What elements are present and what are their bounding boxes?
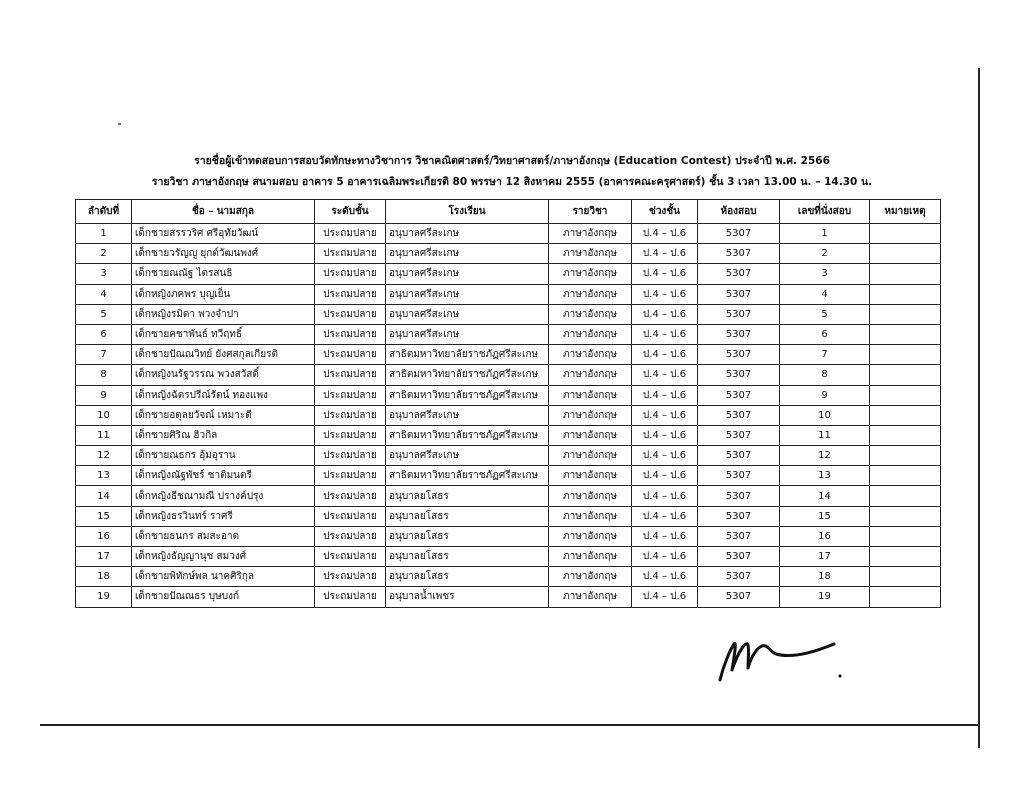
cell-subject: ภาษาอังกฤษ — [549, 365, 632, 385]
cell-name: เด็กหญิงธีชณามณี ปรางค์ปรุง — [132, 486, 315, 506]
cell-subject: ภาษาอังกฤษ — [549, 526, 632, 546]
cell-remarks — [870, 385, 941, 405]
cell-seat-number: 11 — [780, 425, 870, 445]
table-row — [76, 466, 941, 486]
cell-name: เด็กชายปัณณวิทย์ ยังศสกุลเกียรติ — [132, 345, 315, 365]
cell-level: ประถมปลาย — [315, 547, 386, 567]
cell-remarks — [870, 486, 941, 506]
cell-exam-room: 5307 — [698, 547, 780, 567]
cell-seat-number: 17 — [780, 547, 870, 567]
cell-seat-number: 4 — [780, 284, 870, 304]
cell-order: 13 — [76, 466, 132, 486]
cell-level: ประถมปลาย — [315, 345, 386, 365]
cell-exam-room: 5307 — [698, 385, 780, 405]
cell-seat-number: 8 — [780, 365, 870, 385]
cell-exam-room: 5307 — [698, 486, 780, 506]
table-row — [76, 345, 941, 365]
header-subject: รายวิชา — [549, 200, 632, 224]
cell-level: ประถมปลาย — [315, 587, 386, 607]
cell-order: 3 — [76, 264, 132, 284]
table-row — [76, 526, 941, 546]
cell-level: ประถมปลาย — [315, 304, 386, 324]
cell-level: ประถมปลาย — [315, 486, 386, 506]
header-name: ชื่อ – นามสกุล — [132, 200, 315, 224]
cell-level: ประถมปลาย — [315, 365, 386, 385]
cell-school: อนุบาลศรีสะเกษ — [386, 405, 549, 425]
cell-grade-range: ป.4 – ป.6 — [632, 425, 698, 445]
cell-order: 11 — [76, 425, 132, 445]
cell-subject: ภาษาอังกฤษ — [549, 224, 632, 244]
cell-exam-room: 5307 — [698, 567, 780, 587]
cell-level: ประถมปลาย — [315, 244, 386, 264]
cell-grade-range: ป.4 – ป.6 — [632, 324, 698, 344]
cell-exam-room: 5307 — [698, 425, 780, 445]
cell-subject: ภาษาอังกฤษ — [549, 405, 632, 425]
cell-name: เด็กชายณธกร อุ้มอุราน — [132, 446, 315, 466]
cell-grade-range: ป.4 – ป.6 — [632, 385, 698, 405]
cell-subject: ภาษาอังกฤษ — [549, 345, 632, 365]
cell-order: 10 — [76, 405, 132, 425]
cell-remarks — [870, 547, 941, 567]
table-row — [76, 365, 941, 385]
cell-school: อนุบาลศรีสะเกษ — [386, 224, 549, 244]
cell-grade-range: ป.4 – ป.6 — [632, 587, 698, 607]
cell-remarks — [870, 506, 941, 526]
cell-seat-number: 3 — [780, 264, 870, 284]
cell-order: 15 — [76, 506, 132, 526]
cell-grade-range: ป.4 – ป.6 — [632, 405, 698, 425]
cell-seat-number: 18 — [780, 567, 870, 587]
cell-seat-number: 7 — [780, 345, 870, 365]
cell-grade-range: ป.4 – ป.6 — [632, 567, 698, 587]
cell-name: เด็กชายธนกร สมสะอาด — [132, 526, 315, 546]
roster-body — [76, 224, 941, 608]
cell-order: 4 — [76, 284, 132, 304]
cell-remarks — [870, 405, 941, 425]
cell-exam-room: 5307 — [698, 466, 780, 486]
cell-seat-number: 12 — [780, 446, 870, 466]
table-row — [76, 446, 941, 466]
cell-school: สาธิตมหาวิทยาลัยราชภัฏศรีสะเกษ — [386, 345, 549, 365]
cell-name: เด็กหญิงธรวินทร์ ราศรี — [132, 506, 315, 526]
table-row — [76, 405, 941, 425]
cell-exam-room: 5307 — [698, 345, 780, 365]
table-row — [76, 547, 941, 567]
cell-exam-room: 5307 — [698, 587, 780, 607]
cell-school: สาธิตมหาวิทยาลัยราชภัฏศรีสะเกษ — [386, 365, 549, 385]
cell-level: ประถมปลาย — [315, 385, 386, 405]
signature — [710, 628, 850, 688]
cell-exam-room: 5307 — [698, 365, 780, 385]
cell-order: 2 — [76, 244, 132, 264]
cell-school: อนุบาลศรีสะเกษ — [386, 446, 549, 466]
cell-grade-range: ป.4 – ป.6 — [632, 486, 698, 506]
cell-school: อนุบาลศรีสะเกษ — [386, 244, 549, 264]
document-subtitle: รายวิชา ภาษาอังกฤษ สนามสอบ อาคาร 5 อาคารเฉลิมพระเกียรติ 80 พรรษา 12 สิงหาคม 2555 (อาคารคณะครุศาสตร์) ชั้น 3 เวลา 13.00 น. – 14.30 น. — [151, 176, 873, 188]
cell-exam-room: 5307 — [698, 526, 780, 546]
cell-order: 7 — [76, 345, 132, 365]
cell-remarks — [870, 526, 941, 546]
cell-name: เด็กชายณณัฐ ไตรสนธิ — [132, 264, 315, 284]
table-row — [76, 264, 941, 284]
cell-grade-range: ป.4 – ป.6 — [632, 506, 698, 526]
cell-subject: ภาษาอังกฤษ — [549, 446, 632, 466]
table-row — [76, 486, 941, 506]
scan-speck — [118, 123, 121, 125]
cell-subject: ภาษาอังกฤษ — [549, 567, 632, 587]
cell-seat-number: 13 — [780, 466, 870, 486]
cell-exam-room: 5307 — [698, 405, 780, 425]
page-border-right — [978, 68, 980, 748]
header-grade-range: ช่วงชั้น — [632, 200, 698, 224]
table-row — [76, 324, 941, 344]
cell-name: เด็กหญิงนรัฐวรรณ พวงสวัสดิ์ — [132, 365, 315, 385]
table-row — [76, 506, 941, 526]
header-remarks: หมายเหตุ — [870, 200, 941, 224]
cell-name: เด็กชายศิริณ ฮิวกิล — [132, 425, 315, 445]
cell-school: อนุบาลยโสธร — [386, 567, 549, 587]
cell-level: ประถมปลาย — [315, 506, 386, 526]
cell-subject: ภาษาอังกฤษ — [549, 324, 632, 344]
cell-subject: ภาษาอังกฤษ — [549, 466, 632, 486]
cell-grade-range: ป.4 – ป.6 — [632, 446, 698, 466]
cell-subject: ภาษาอังกฤษ — [549, 587, 632, 607]
cell-school: อนุบาลศรีสะเกษ — [386, 284, 549, 304]
cell-order: 16 — [76, 526, 132, 546]
cell-subject: ภาษาอังกฤษ — [549, 385, 632, 405]
table-row — [76, 587, 941, 607]
cell-order: 1 — [76, 224, 132, 244]
cell-name: เด็กชายพิทักษ์พล นาคศิริกุล — [132, 567, 315, 587]
roster-table — [75, 199, 941, 608]
cell-subject: ภาษาอังกฤษ — [549, 547, 632, 567]
header-exam-room: ห้องสอบ — [698, 200, 780, 224]
cell-level: ประถมปลาย — [315, 425, 386, 445]
cell-subject: ภาษาอังกฤษ — [549, 284, 632, 304]
cell-subject: ภาษาอังกฤษ — [549, 506, 632, 526]
cell-name: เด็กชายสรรวริศ ศรีอุทัยวัฒน์ — [132, 224, 315, 244]
cell-name: เด็กหญิงภคพร บุญเย็น — [132, 284, 315, 304]
cell-level: ประถมปลาย — [315, 567, 386, 587]
cell-school: อนุบาลยโสธร — [386, 506, 549, 526]
cell-level: ประถมปลาย — [315, 405, 386, 425]
cell-subject: ภาษาอังกฤษ — [549, 304, 632, 324]
cell-order: 9 — [76, 385, 132, 405]
cell-school: อนุบาลยโสธร — [386, 547, 549, 567]
cell-seat-number: 16 — [780, 526, 870, 546]
cell-school: สาธิตมหาวิทยาลัยราชภัฏศรีสะเกษ — [386, 425, 549, 445]
cell-name: เด็กหญิงณัฐพัชร์ ชาติมนตรี — [132, 466, 315, 486]
cell-school: อนุบาลศรีสะเกษ — [386, 324, 549, 344]
cell-level: ประถมปลาย — [315, 284, 386, 304]
cell-grade-range: ป.4 – ป.6 — [632, 224, 698, 244]
cell-exam-room: 5307 — [698, 264, 780, 284]
table-row — [76, 567, 941, 587]
page-border-bottom — [40, 724, 980, 726]
table-row — [76, 284, 941, 304]
table-row — [76, 244, 941, 264]
header-level: ระดับชั้น — [315, 200, 386, 224]
cell-grade-range: ป.4 – ป.6 — [632, 466, 698, 486]
cell-remarks — [870, 304, 941, 324]
table-row — [76, 224, 941, 244]
cell-level: ประถมปลาย — [315, 526, 386, 546]
table-row — [76, 385, 941, 405]
cell-seat-number: 9 — [780, 385, 870, 405]
cell-exam-room: 5307 — [698, 224, 780, 244]
cell-grade-range: ป.4 – ป.6 — [632, 547, 698, 567]
cell-grade-range: ป.4 – ป.6 — [632, 526, 698, 546]
cell-level: ประถมปลาย — [315, 466, 386, 486]
table-row — [76, 425, 941, 445]
cell-seat-number: 10 — [780, 405, 870, 425]
header-order: ลำดับที่ — [76, 200, 132, 224]
header-seat-number: เลขที่นั่งสอบ — [780, 200, 870, 224]
cell-remarks — [870, 365, 941, 385]
header-school: โรงเรียน — [386, 200, 549, 224]
cell-level: ประถมปลาย — [315, 264, 386, 284]
cell-order: 8 — [76, 365, 132, 385]
cell-remarks — [870, 224, 941, 244]
cell-seat-number: 19 — [780, 587, 870, 607]
cell-seat-number: 1 — [780, 224, 870, 244]
cell-level: ประถมปลาย — [315, 446, 386, 466]
cell-remarks — [870, 345, 941, 365]
table-header-row — [76, 200, 941, 224]
cell-order: 19 — [76, 587, 132, 607]
cell-seat-number: 2 — [780, 244, 870, 264]
cell-school: สาธิตมหาวิทยาลัยราชภัฏศรีสะเกษ — [386, 385, 549, 405]
cell-name: เด็กชายคชาพันธ์ ทวีฤทธิ์ — [132, 324, 315, 344]
cell-grade-range: ป.4 – ป.6 — [632, 345, 698, 365]
cell-remarks — [870, 425, 941, 445]
cell-exam-room: 5307 — [698, 446, 780, 466]
cell-order: 17 — [76, 547, 132, 567]
cell-seat-number: 6 — [780, 324, 870, 344]
cell-remarks — [870, 284, 941, 304]
table-row — [76, 304, 941, 324]
cell-exam-room: 5307 — [698, 244, 780, 264]
cell-grade-range: ป.4 – ป.6 — [632, 264, 698, 284]
cell-subject: ภาษาอังกฤษ — [549, 425, 632, 445]
cell-subject: ภาษาอังกฤษ — [549, 264, 632, 284]
cell-remarks — [870, 567, 941, 587]
cell-seat-number: 14 — [780, 486, 870, 506]
cell-order: 14 — [76, 486, 132, 506]
cell-school: สาธิตมหาวิทยาลัยราชภัฏศรีสะเกษ — [386, 466, 549, 486]
cell-school: อนุบาลยโสธร — [386, 486, 549, 506]
cell-name: เด็กหญิงฉัตรปรีณ์รัตน์ ทองแพง — [132, 385, 315, 405]
cell-school: อนุบาลศรีสะเกษ — [386, 264, 549, 284]
cell-order: 6 — [76, 324, 132, 344]
cell-order: 5 — [76, 304, 132, 324]
cell-remarks — [870, 324, 941, 344]
cell-school: อนุบาลน้ำเพชร — [386, 587, 549, 607]
cell-subject: ภาษาอังกฤษ — [549, 486, 632, 506]
cell-name: เด็กหญิงรมิดา พวงจำปา — [132, 304, 315, 324]
cell-name: เด็กหญิงธัญญานุช สมวงศ์ — [132, 547, 315, 567]
cell-exam-room: 5307 — [698, 324, 780, 344]
cell-name: เด็กชายวรัญญู ยุกต์วัฒนพงศ์ — [132, 244, 315, 264]
cell-seat-number: 5 — [780, 304, 870, 324]
cell-seat-number: 15 — [780, 506, 870, 526]
cell-remarks — [870, 446, 941, 466]
cell-exam-room: 5307 — [698, 304, 780, 324]
cell-grade-range: ป.4 – ป.6 — [632, 284, 698, 304]
cell-name: เด็กชายปัณณธร บุษบงก์ — [132, 587, 315, 607]
cell-grade-range: ป.4 – ป.6 — [632, 365, 698, 385]
cell-level: ประถมปลาย — [315, 224, 386, 244]
document-title: รายชื่อผู้เข้าทดสอบการสอบวัดทักษะทางวิชาการ วิชาคณิตศาสตร์/วิทยาศาสตร์/ภาษาอังกฤษ (Education Contest) ประจำปี พ.ศ. 2566 — [194, 155, 830, 167]
cell-school: อนุบาลยโสธร — [386, 526, 549, 546]
cell-order: 12 — [76, 446, 132, 466]
cell-grade-range: ป.4 – ป.6 — [632, 244, 698, 264]
cell-remarks — [870, 264, 941, 284]
cell-exam-room: 5307 — [698, 284, 780, 304]
cell-order: 18 — [76, 567, 132, 587]
cell-school: อนุบาลศรีสะเกษ — [386, 304, 549, 324]
cell-subject: ภาษาอังกฤษ — [549, 244, 632, 264]
cell-remarks — [870, 466, 941, 486]
cell-remarks — [870, 587, 941, 607]
cell-exam-room: 5307 — [698, 506, 780, 526]
cell-remarks — [870, 244, 941, 264]
cell-name: เด็กชายอตุลยวัจณ์ เหมาะดี — [132, 405, 315, 425]
cell-grade-range: ป.4 – ป.6 — [632, 304, 698, 324]
cell-level: ประถมปลาย — [315, 324, 386, 344]
